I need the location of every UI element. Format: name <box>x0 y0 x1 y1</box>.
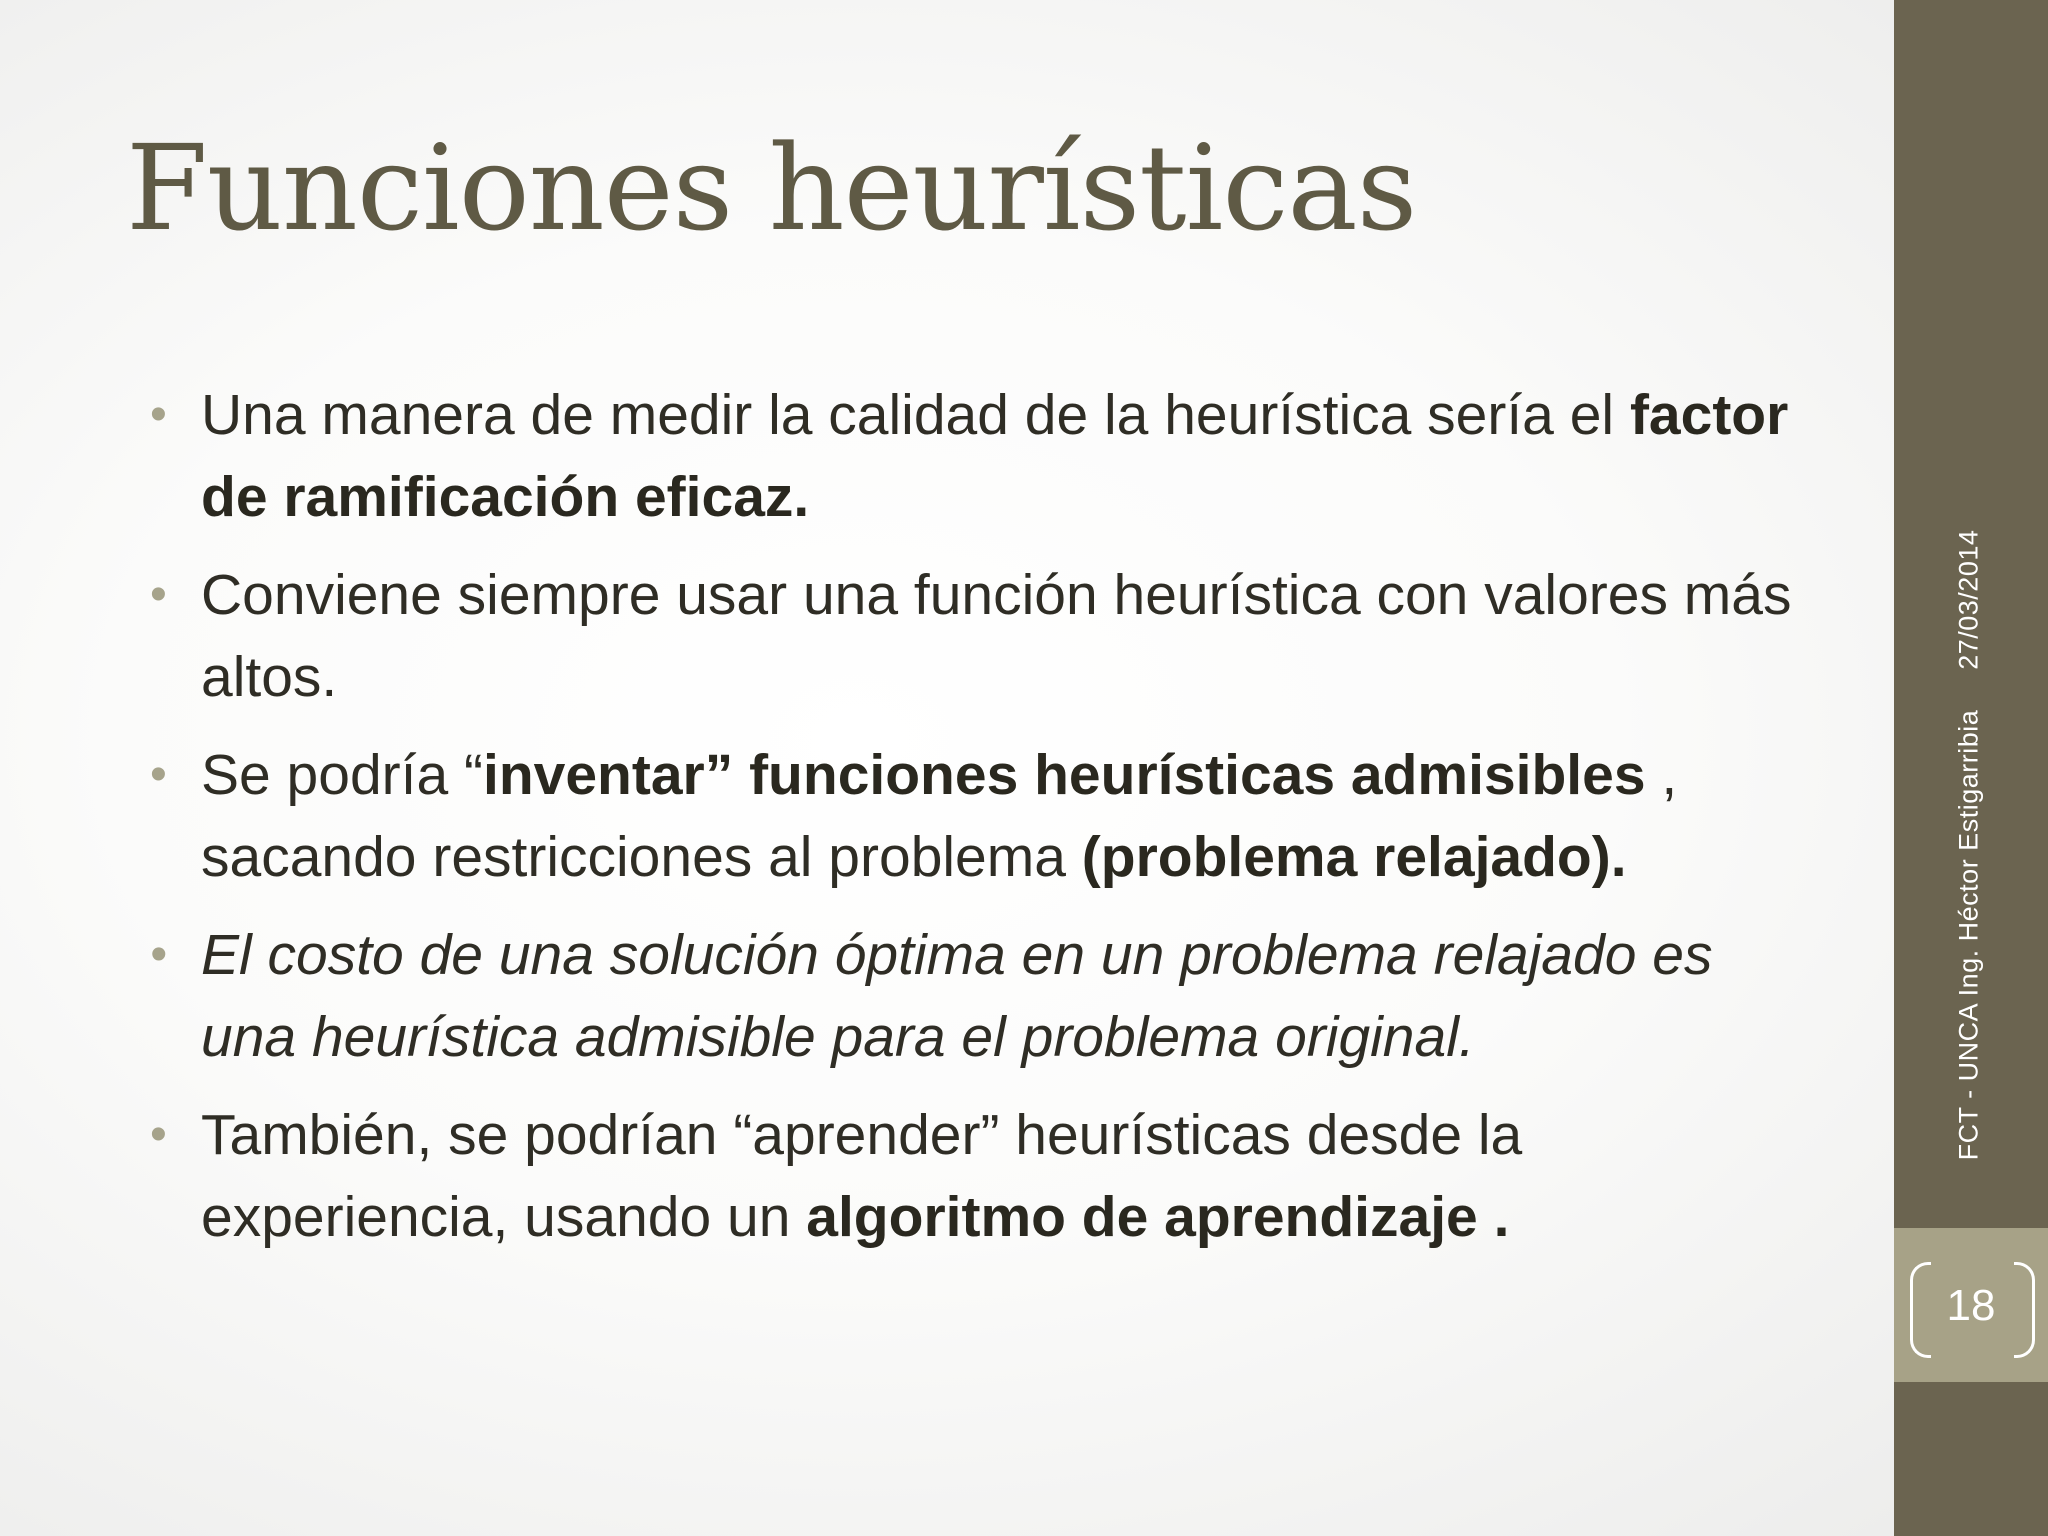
bullet-text-bold: factor de ramificación eficaz. <box>201 383 1789 529</box>
bullet-text: , sacando restricciones al problema <box>201 743 1678 889</box>
bullet-item <box>150 1094 1800 1258</box>
bullet-item <box>150 554 1800 718</box>
bullet-item <box>150 374 1800 538</box>
bullet-text-bold: inventar” funciones heurísticas admisibles <box>483 743 1646 807</box>
bullet-item-italic <box>150 914 1800 1078</box>
footer-date: 27/03/2014 <box>1953 529 1984 670</box>
slide-title: Funciones heurísticas <box>126 119 1417 257</box>
page-number: 18 <box>1946 1281 1996 1330</box>
vertical-footer <box>1954 530 1985 1161</box>
bullet-text: El costo de una solución óptima en un problema relajado es una heurística admisible para el problema original. <box>201 923 1713 1069</box>
bullet-text-bold: (problema relajado). <box>1081 825 1627 889</box>
bullet-list <box>150 374 1800 1274</box>
footer-author: FCT - UNCA Ing. Héctor Estigarribia <box>1953 709 1984 1161</box>
bullet-text-bold: algoritmo de aprendizaje . <box>806 1185 1510 1249</box>
bullet-text: Una manera de medir la calidad de la heurística sería el <box>201 383 1630 447</box>
bullet-item <box>150 734 1800 898</box>
bullet-text: Conviene siempre usar una función heurística con valores más altos. <box>201 563 1792 709</box>
bullet-text: Se podría “ <box>201 743 483 807</box>
bullet-text: También, se podrían “aprender” heurísticas desde la experiencia, usando un <box>201 1103 1523 1249</box>
